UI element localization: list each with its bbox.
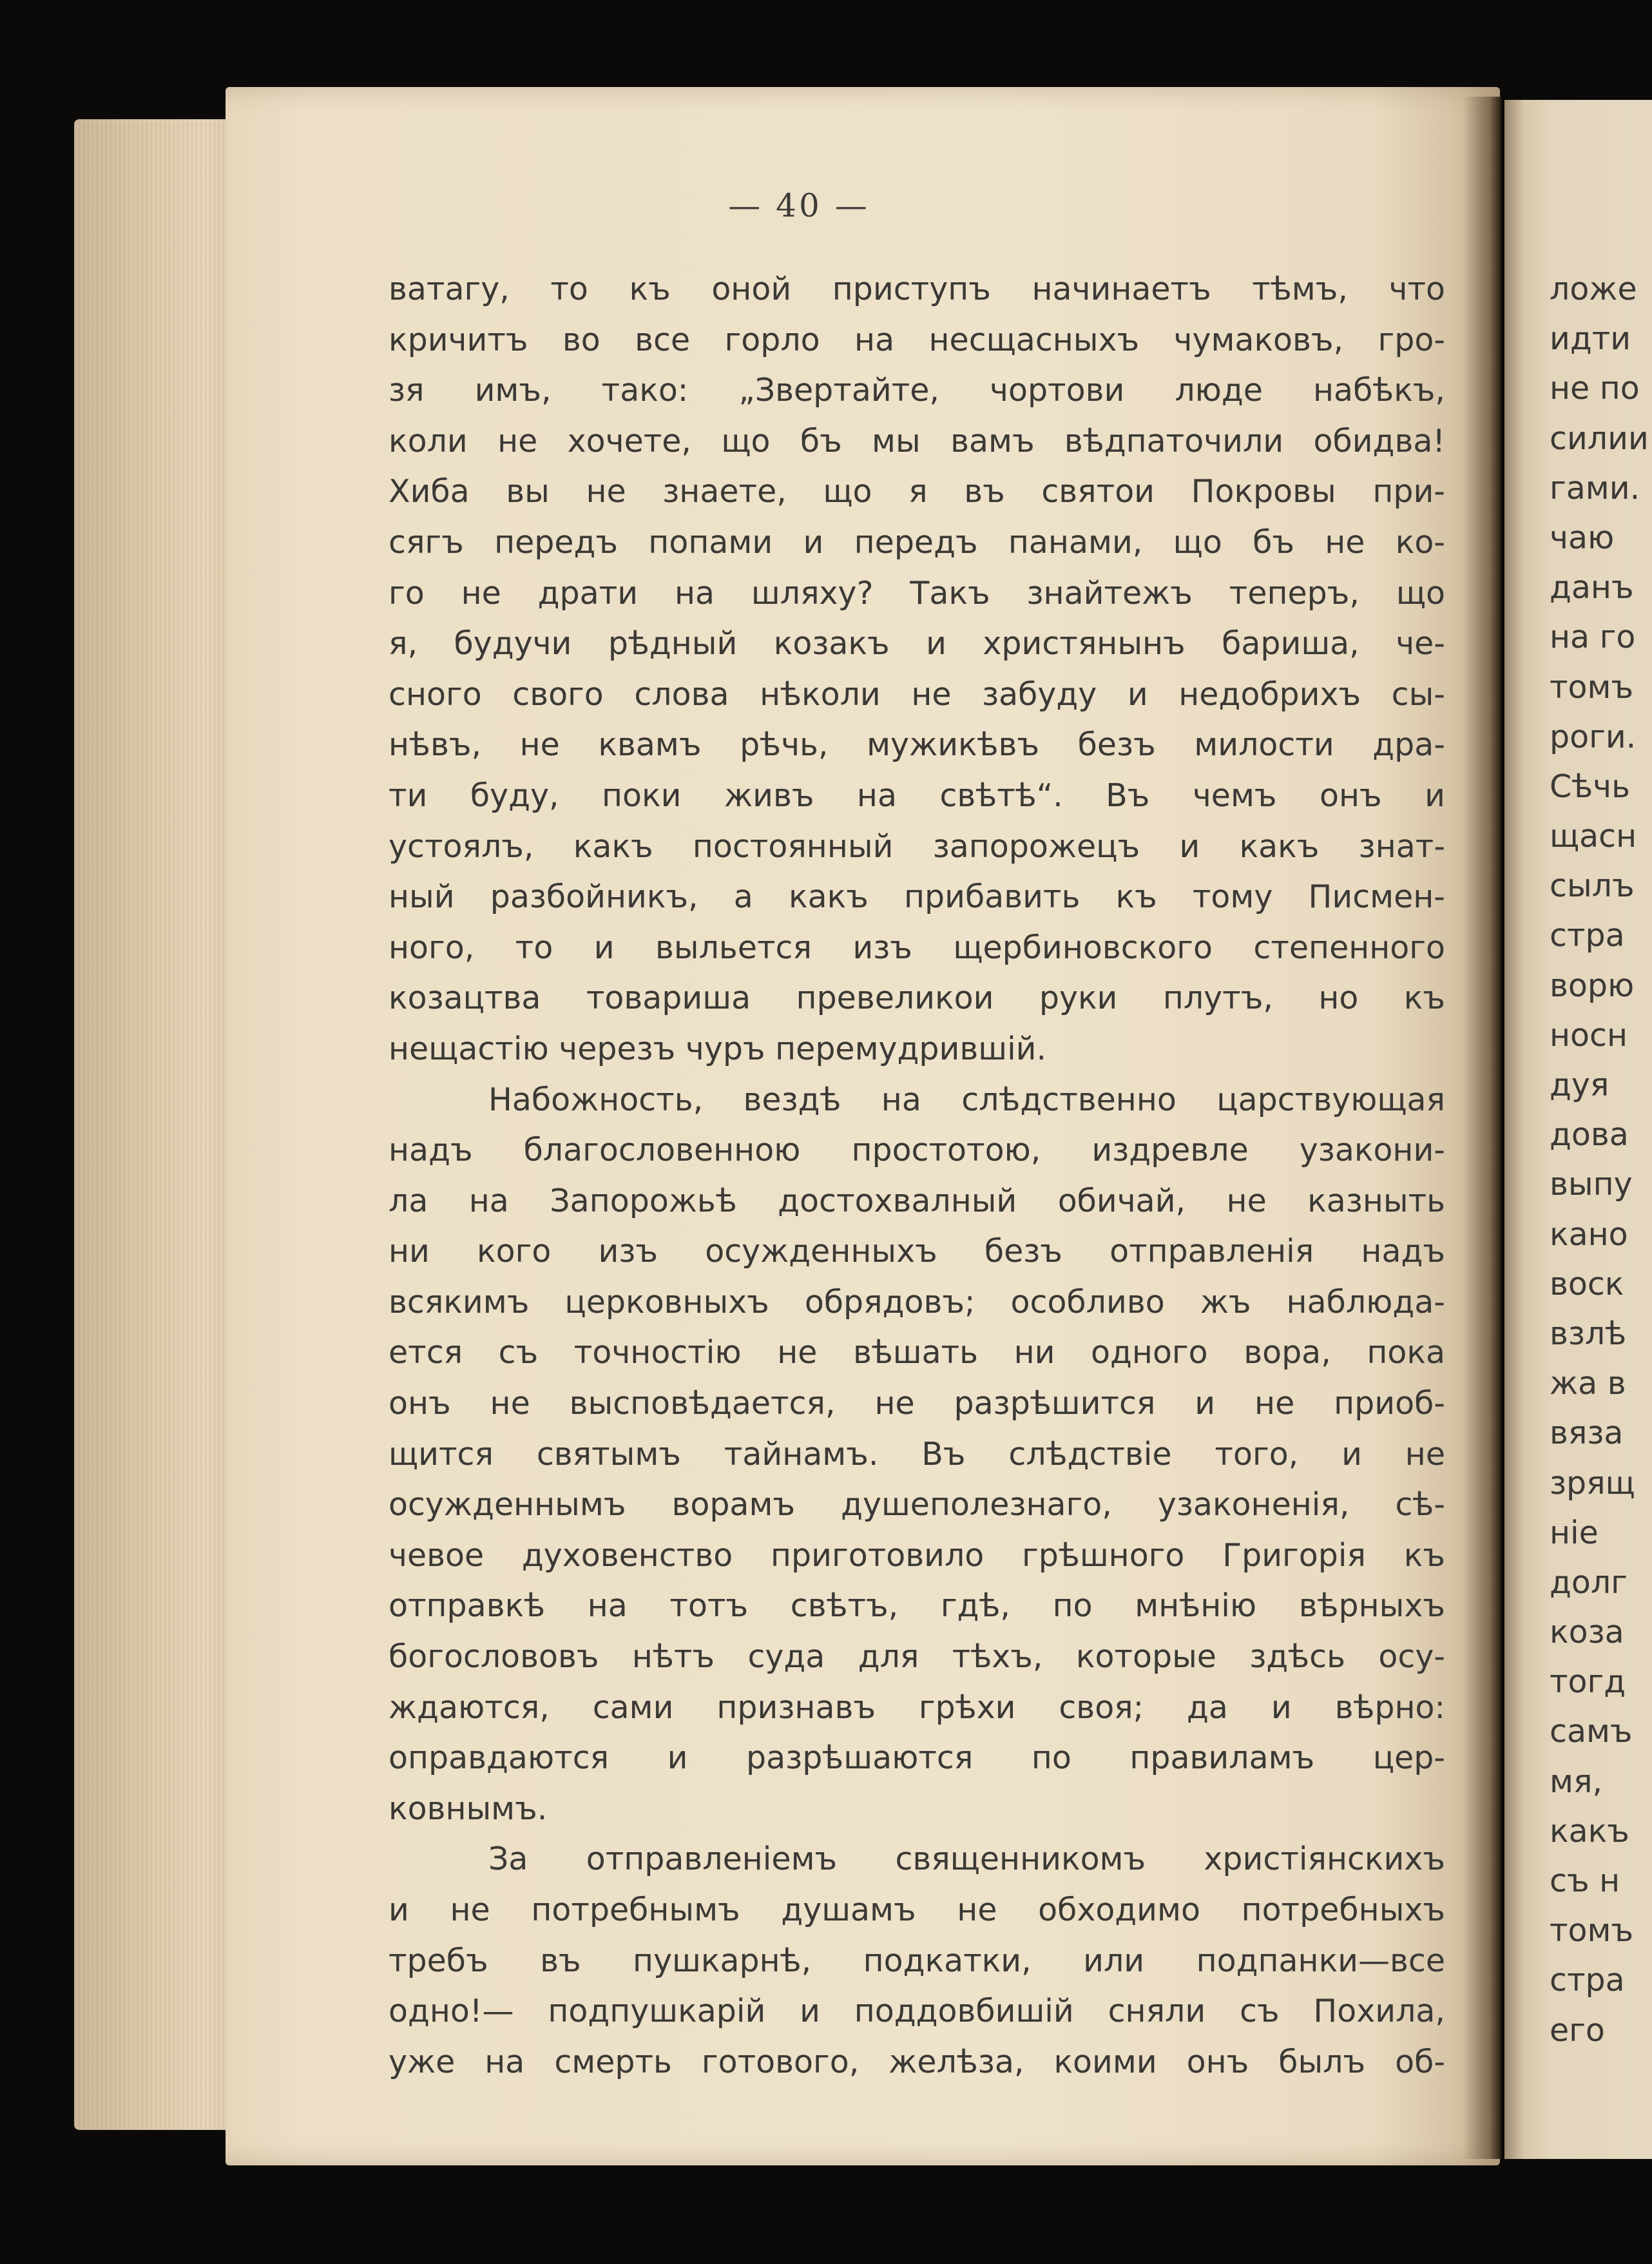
right-page-line: дуя <box>1550 1067 1609 1103</box>
text-line: ни кого изъ осужденныхъ безъ отправленія надъ <box>389 1233 1445 1270</box>
right-page-line: дова <box>1550 1116 1629 1154</box>
page-number: — 40 — <box>728 187 870 224</box>
text-line: я, будучи рѣдный козакъ и христянынъ бариша, че- <box>389 625 1445 663</box>
text-line: го не драти на шляху? Такъ знайтежъ теперъ, що <box>389 574 1445 612</box>
body-text <box>389 264 1445 2087</box>
text-line: ется съ точностію не вѣшать ни одного вора, пока <box>389 1334 1445 1371</box>
text-line: чевое духовенство приготовило грѣшного Григорія къ <box>389 1536 1445 1574</box>
text-line: и не потребнымъ душамъ не обходимо потребныхъ <box>389 1892 1445 1928</box>
text-line: богослововъ нѣтъ суда для тѣхъ, которые здѣсь осу- <box>389 1638 1445 1676</box>
right-page-line: томъ <box>1550 668 1634 706</box>
text-line: надъ благословенною простотою, издревле узакони- <box>389 1132 1445 1169</box>
text-line: осужденнымъ ворамъ душеполезнаго, узаконенія, сѣ- <box>389 1486 1445 1524</box>
text-line: нѣвъ, не квамъ рѣчь, мужикѣвъ безъ милости дра- <box>389 726 1445 764</box>
text-line: одно!— подпушкарій и поддовбишій сняли съ Похила, <box>389 1993 1445 2030</box>
right-page-line: идти <box>1550 320 1631 358</box>
right-page-line: Сѣчь <box>1550 768 1630 805</box>
text-line: ковнымъ. <box>389 1790 548 1827</box>
page-edges <box>74 119 248 2130</box>
right-page-line: роги. <box>1550 718 1637 755</box>
text-line: Хиба вы не знаете, що я въ святои Покровы при- <box>389 473 1445 510</box>
right-page-line: ложе <box>1550 271 1637 307</box>
text-line: За отправленіемъ священникомъ христіянскихъ <box>488 1841 1445 1878</box>
text-line: устоялъ, какъ постоянный запорожецъ и какъ знат- <box>389 827 1445 865</box>
right-page-text-fragment <box>1550 264 1652 2055</box>
text-line: онъ не высповѣдается, не разрѣшится и не приоб- <box>389 1385 1445 1422</box>
right-page-line: не по <box>1550 370 1640 407</box>
right-page-line: самъ <box>1550 1713 1633 1750</box>
text-line: кричитъ во все горло на несщасныхъ чумаковъ, гро- <box>389 321 1445 358</box>
text-line: ждаются, сами признавъ грѣхи своя; да и вѣрно: <box>389 1688 1445 1726</box>
right-page-line: жа в <box>1550 1365 1626 1402</box>
text-line: коли не хочете, що бъ мы вамъ вѣдпаточили обидва! <box>389 422 1445 460</box>
right-page-line: стра <box>1550 1962 1625 1999</box>
right-page-line: мя, <box>1550 1763 1603 1800</box>
text-line: козацтва товариша превеликои руки плутъ, но къ <box>389 980 1445 1017</box>
right-page-line: ворю <box>1550 967 1635 1004</box>
right-page-line: томъ <box>1550 1912 1634 1950</box>
right-page-line: носн <box>1550 1016 1628 1054</box>
right-page-line: щасн <box>1550 818 1637 855</box>
text-line: требъ въ пушкарнѣ, подкатки, или подпанки—все <box>389 1942 1445 1979</box>
text-line: сного свого слова нѣколи не забуду и недобрихъ сы- <box>389 675 1445 713</box>
text-line: ти буду, поки живъ на свѣтѣ“. Въ чемъ онъ и <box>389 777 1445 814</box>
right-page-line: вяза <box>1550 1415 1624 1452</box>
right-page-line: взлѣ <box>1550 1315 1627 1352</box>
right-page-line: выпу <box>1550 1166 1633 1203</box>
right-page-line: его <box>1550 2011 1605 2049</box>
book-gutter <box>1463 97 1501 2159</box>
text-line: ватагу, то къ оной приступъ начинаетъ тѣмъ, что <box>389 271 1445 307</box>
text-line: ла на Запорожьѣ достохвалный обичай, не казныть <box>389 1182 1445 1219</box>
right-page-line: коза <box>1550 1614 1624 1651</box>
text-line: отправкѣ на тотъ свѣтъ, гдѣ, по мнѣнію вѣрныхъ <box>389 1587 1445 1625</box>
right-page-line: стра <box>1550 917 1625 954</box>
text-line: зя имъ, тако: „Звертайте, чортови люде набѣкъ, <box>389 372 1445 409</box>
right-page-line: кано <box>1550 1215 1628 1253</box>
text-line: сягъ передъ попами и передъ панами, що бъ не ко- <box>389 523 1445 561</box>
right-page-line: ніе <box>1550 1514 1599 1551</box>
right-page-line: какъ <box>1550 1812 1629 1850</box>
right-page-line: сылъ <box>1550 867 1635 905</box>
right-page-line: чаю <box>1550 519 1615 556</box>
right-page-line: зрящ <box>1550 1464 1635 1502</box>
right-page-line: силии <box>1550 420 1649 457</box>
right-page-line: данъ <box>1550 569 1634 606</box>
right-page-line: съ н <box>1550 1862 1620 1899</box>
text-line: уже на смерть готового, желѣза, коими онъ былъ об- <box>389 2043 1445 2080</box>
right-page-line: воск <box>1550 1265 1624 1302</box>
text-line: ного, то и выльется изъ щербиновского степенного <box>389 929 1445 966</box>
right-page-line: тогд <box>1550 1663 1626 1701</box>
right-page-line: гами. <box>1550 469 1640 507</box>
right-page-line: на го <box>1550 619 1636 656</box>
text-line: ный разбойникъ, а какъ прибавить къ тому Писмен- <box>389 878 1445 916</box>
text-line: щится святымъ тайнамъ. Въ слѣдствіе того, и не <box>389 1435 1445 1473</box>
text-line: нещастію черезъ чуръ перемудрившій. <box>389 1030 1047 1067</box>
text-line: оправдаются и разрѣшаются по правиламъ цер- <box>389 1739 1445 1777</box>
text-line: всякимъ церковныхъ обрядовъ; особливо жъ наблюда- <box>389 1283 1445 1321</box>
right-page-line: долг <box>1550 1563 1628 1601</box>
text-line: Набожность, вездѣ на слѣдственно царствующая <box>488 1081 1445 1118</box>
